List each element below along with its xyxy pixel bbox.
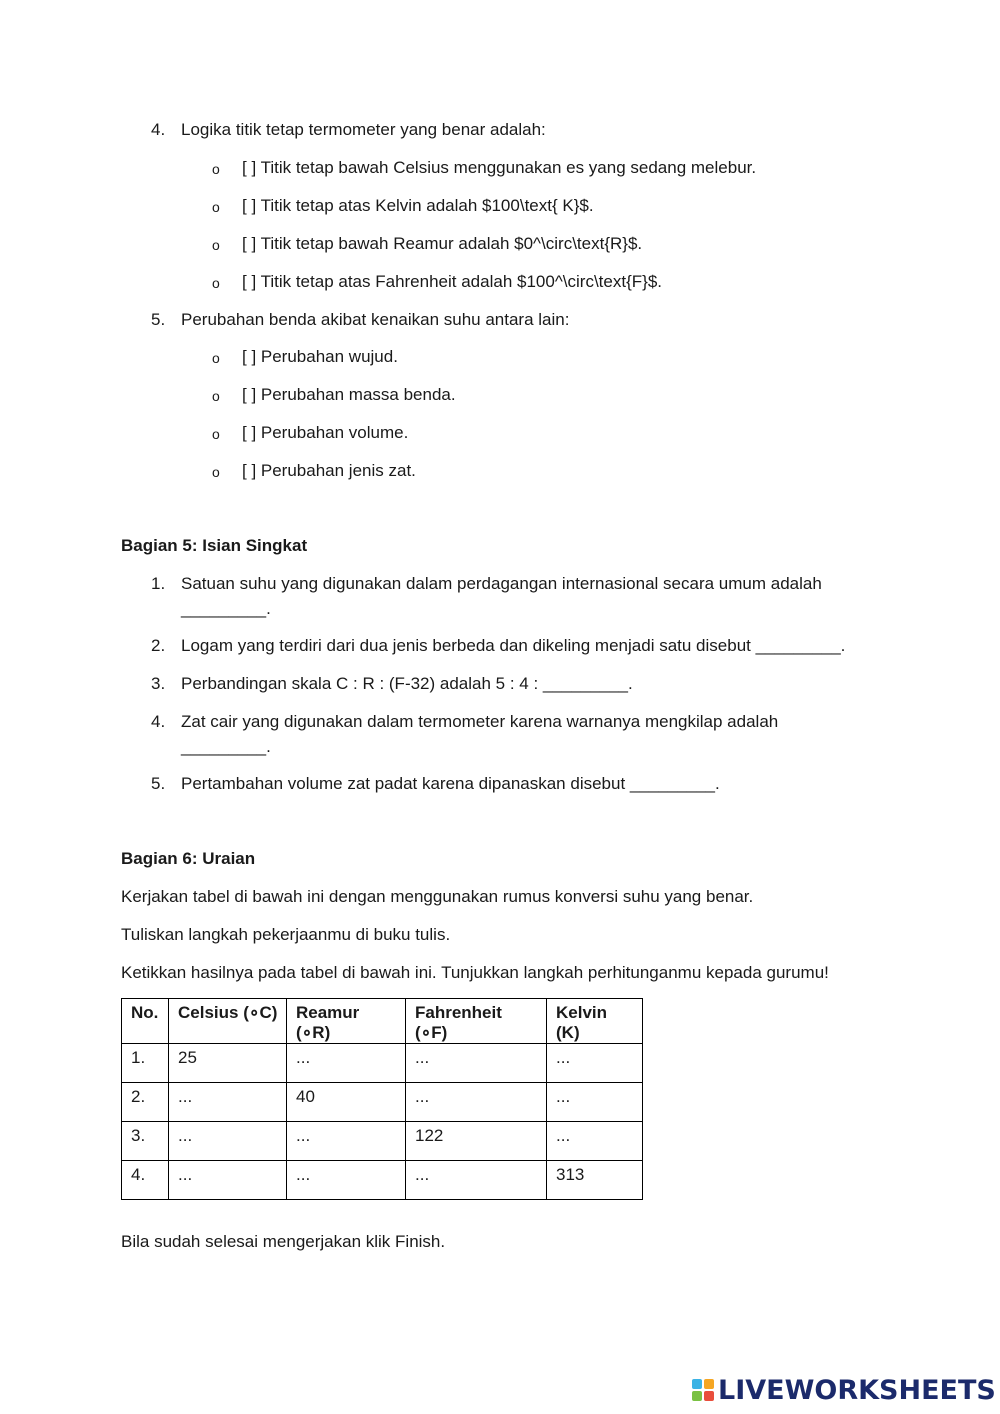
fill-1-number: 1. xyxy=(151,574,166,593)
section-6-instruction-1: Kerjakan tabel di bawah ini dengan menggunakan rumus konversi suhu yang benar. xyxy=(121,887,754,906)
fill-1-blank[interactable]: _________. xyxy=(181,599,271,618)
table-cell: 4. xyxy=(122,1161,169,1200)
bullet-icon: o xyxy=(212,237,220,253)
fill-1-text: Satuan suhu yang digunakan dalam perdagangan internasional secara umum adalah xyxy=(181,574,822,593)
fill-4-blank[interactable]: _________. xyxy=(181,737,271,756)
answer-cell[interactable]: ... xyxy=(547,1122,643,1161)
table-cell: 1. xyxy=(122,1044,169,1083)
answer-cell[interactable]: ... xyxy=(287,1044,406,1083)
question-5-option-2[interactable]: [ ] Perubahan massa benda. xyxy=(242,385,456,404)
bullet-icon: o xyxy=(212,199,220,215)
table-cell: 2. xyxy=(122,1083,169,1122)
section-6-instruction-3: Ketikkan hasilnya pada tabel di bawah ini. Tunjukkan langkah perhitunganmu kepada gurumu! xyxy=(121,963,829,982)
section-6-instruction-2: Tuliskan langkah pekerjaanmu di buku tulis. xyxy=(121,925,451,944)
answer-cell[interactable]: ... xyxy=(169,1083,287,1122)
table-row xyxy=(122,1044,643,1083)
fill-3-number: 3. xyxy=(151,674,166,693)
table-cell: 40 xyxy=(287,1083,406,1122)
answer-cell[interactable]: ... xyxy=(406,1083,547,1122)
answer-cell[interactable]: ... xyxy=(547,1044,643,1083)
answer-cell[interactable]: ... xyxy=(406,1161,547,1200)
question-4-number: 4. xyxy=(151,120,166,139)
bullet-icon: o xyxy=(212,275,220,291)
question-4-option-4[interactable]: [ ] Titik tetap atas Fahrenheit adalah $100^\circ\text{F}$. xyxy=(242,272,662,291)
question-4-option-2[interactable]: [ ] Titik tetap atas Kelvin adalah $100\text{ K}$. xyxy=(242,196,594,215)
table-cell: 25 xyxy=(169,1044,287,1083)
bullet-icon: o xyxy=(212,426,220,442)
section-6-heading: Bagian 6: Uraian xyxy=(121,849,256,868)
bullet-icon: o xyxy=(212,161,220,177)
logo-squares-icon xyxy=(692,1379,714,1401)
question-5-number: 5. xyxy=(151,310,166,329)
logo-square xyxy=(704,1379,714,1389)
question-5-text: Perubahan benda akibat kenaikan suhu antara lain: xyxy=(181,310,570,329)
bullet-icon: o xyxy=(212,388,220,404)
fill-5-number: 5. xyxy=(151,774,166,793)
answer-cell[interactable]: ... xyxy=(406,1044,547,1083)
table-header-row xyxy=(122,999,643,1044)
table-row xyxy=(122,1083,643,1122)
question-4-text: Logika titik tetap termometer yang benar adalah: xyxy=(181,120,546,139)
question-5-option-4[interactable]: [ ] Perubahan jenis zat. xyxy=(242,461,416,480)
answer-cell[interactable]: ... xyxy=(547,1083,643,1122)
answer-cell[interactable]: ... xyxy=(287,1122,406,1161)
logo-square xyxy=(692,1379,702,1389)
fill-4-text: Zat cair yang digunakan dalam termometer karena warnanya mengkilap adalah xyxy=(181,712,779,731)
fill-2-number: 2. xyxy=(151,636,166,655)
question-5-option-1[interactable]: [ ] Perubahan wujud. xyxy=(242,347,398,366)
header-fahrenheit: Fahrenheit (∘F) xyxy=(406,999,547,1044)
fill-4-number: 4. xyxy=(151,712,166,731)
logo-square xyxy=(704,1391,714,1401)
table-cell: 313 xyxy=(547,1161,643,1200)
question-5-option-3[interactable]: [ ] Perubahan volume. xyxy=(242,423,409,442)
header-celsius: Celsius (∘C) xyxy=(169,999,287,1044)
fill-3-text[interactable]: Perbandingan skala C : R : (F-32) adalah 5 : 4 : _________. xyxy=(181,674,633,693)
table-row xyxy=(122,1122,643,1161)
table-row xyxy=(122,1161,643,1200)
bullet-icon: o xyxy=(212,464,220,480)
question-4-option-1[interactable]: [ ] Titik tetap bawah Celsius menggunakan es yang sedang melebur. xyxy=(242,158,757,177)
answer-cell[interactable]: ... xyxy=(287,1161,406,1200)
answer-cell[interactable]: ... xyxy=(169,1161,287,1200)
header-reamur: Reamur (∘R) xyxy=(287,999,406,1044)
header-kelvin: Kelvin (K) xyxy=(547,999,643,1044)
fill-2-text[interactable]: Logam yang terdiri dari dua jenis berbeda dan dikeling menjadi satu disebut _________. xyxy=(181,636,846,655)
brand-name: LIVEWORKSHEETS xyxy=(718,1374,996,1406)
closing-instruction: Bila sudah selesai mengerjakan klik Finish. xyxy=(121,1232,446,1251)
bullet-icon: o xyxy=(212,350,220,366)
question-4-option-3[interactable]: [ ] Titik tetap bawah Reamur adalah $0^\circ\text{R}$. xyxy=(242,234,643,253)
fill-5-text[interactable]: Pertambahan volume zat padat karena dipanaskan disebut _________. xyxy=(181,774,720,793)
conversion-table xyxy=(121,998,643,1200)
logo-square xyxy=(692,1391,702,1401)
header-no: No. xyxy=(122,999,169,1044)
table-cell: 122 xyxy=(406,1122,547,1161)
answer-cell[interactable]: ... xyxy=(169,1122,287,1161)
table-cell: 3. xyxy=(122,1122,169,1161)
section-5-heading: Bagian 5: Isian Singkat xyxy=(121,536,308,555)
liveworksheets-logo xyxy=(692,1375,996,1405)
